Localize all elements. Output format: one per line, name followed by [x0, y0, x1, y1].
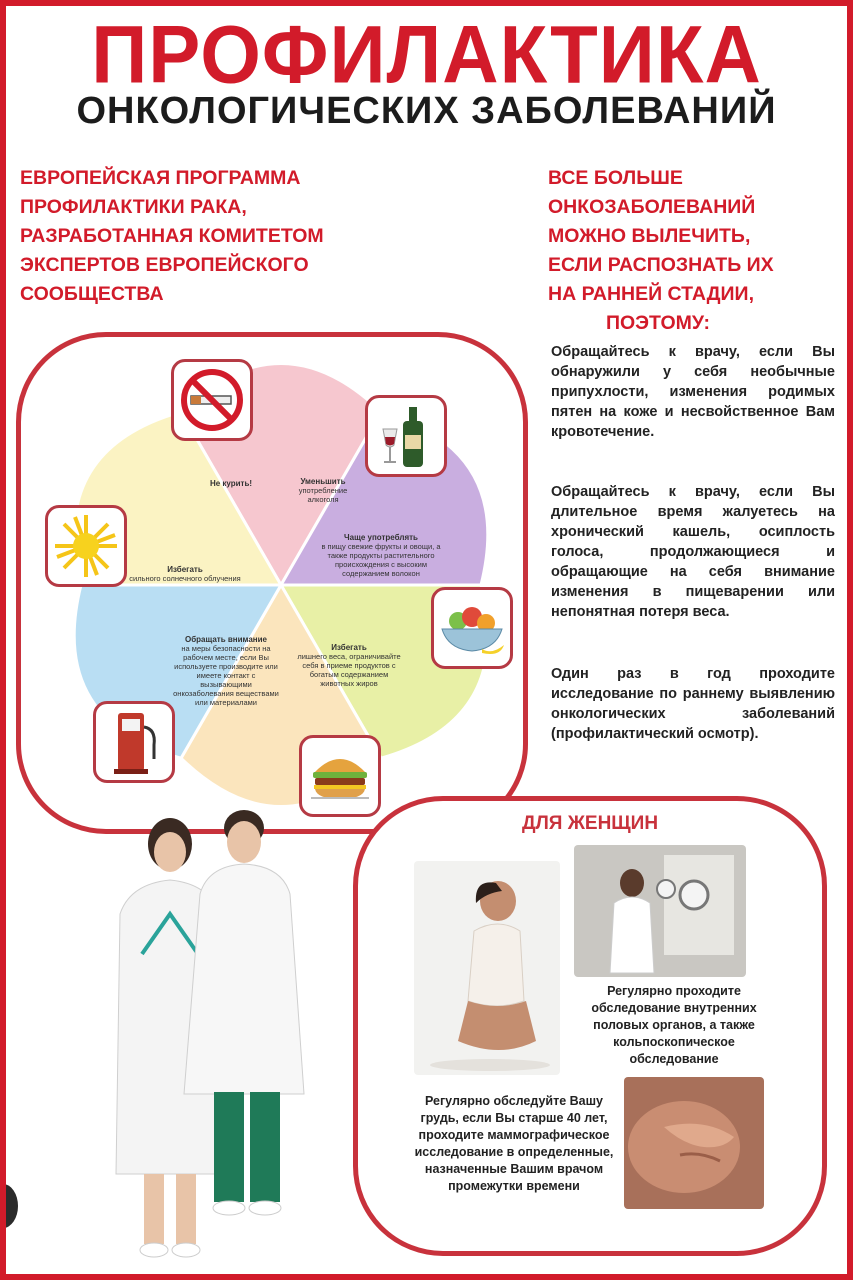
- advice-paragraph-2: Обращайтесь к врачу, если Вы длительное время жалуетесь на хронический кашель, осиплость голоса, продолжающиеся и обращающие на себя внимание изменения в пищеварении или непонятная потеря веса.: [551, 484, 835, 620]
- wheel-label-title: Уменьшить: [300, 477, 346, 486]
- intro-right-line: ЕСЛИ РАСПОЗНАТЬ ИХ: [548, 254, 774, 276]
- intro-left-line: РАЗРАБОТАННАЯ КОМИТЕТОМ: [20, 225, 324, 247]
- wheel-label-text: сильного солнечного облучения: [129, 574, 241, 583]
- wheel-label-title: Избегать: [167, 565, 203, 574]
- intro-right-line: МОЖНО ВЫЛЕЧИТЬ,: [548, 225, 751, 247]
- wine-bottle-icon: [365, 395, 447, 477]
- intro-right: [548, 164, 838, 338]
- wheel-label-title: Избегать: [331, 643, 367, 652]
- woman-kneeling-photo: [414, 861, 560, 1075]
- doctors-illustration: [102, 804, 342, 1274]
- wheel-label-text: на меры безопасности на рабочем месте, если Вы используете производите или имеете контакт с вызывающими онкозаболевания веществами или материалами: [173, 644, 279, 707]
- breast-self-exam-photo: [624, 1077, 764, 1209]
- intro-left-line: СООБЩЕСТВА: [20, 283, 164, 305]
- wheel-label-sun: [125, 565, 245, 583]
- for-women-text-2: Регулярно обследуйте Вашу грудь, если Вы старше 40 лет, проходите маммографическое исследование в определенные, назначенные Вашим врачом промежутки времени: [414, 1094, 614, 1193]
- advice-paragraph-3: Один раз в год проходите исследование по раннему выявлению онкологических заболеваний (профилактический осмотр).: [551, 666, 835, 742]
- intro-right-line: ОНКОЗАБОЛЕВАНИЙ: [548, 196, 756, 218]
- intro-right-line: НА РАННЕЙ СТАДИИ,: [548, 283, 754, 305]
- wheel-label-alcohol: [283, 477, 363, 504]
- wheel-label-workplace: [171, 635, 281, 707]
- wheel-label-title: Не курить!: [209, 479, 253, 488]
- wheel-label-weight: [293, 643, 405, 688]
- intro-right-line: ВСЕ БОЛЬШЕ: [548, 167, 683, 189]
- wheel-label-text: лишнего веса, ограничивайте себя в приеме продуктов с богатым содержанием животных жиров: [297, 652, 401, 688]
- poster-title: ПРОФИЛАКТИКА: [91, 7, 762, 101]
- wheel-label-title: Обращать внимание: [185, 635, 267, 644]
- intro-left-line: ПРОФИЛАКТИКИ РАКА,: [20, 196, 247, 218]
- intro-right-sub: ПОЭТОМУ:: [605, 312, 711, 334]
- wheel-label-text: в пищу свежие фрукты и овощи, а также продукты растительного происхождения с высоким содержанием волокон: [321, 542, 441, 578]
- no-smoking-icon: [171, 359, 253, 441]
- advice-paragraph-1: Обращайтесь к врачу, если Вы обнаружили у себя необычные припухлости, изменения родимых пятен на коже и несвойственное Вам кровотечение.: [551, 344, 835, 440]
- intro-left: [20, 164, 420, 309]
- prevention-wheel-frame: [16, 332, 528, 834]
- wheel-label-title: Чаще употреблять: [344, 533, 418, 542]
- wheel-label-smoking: [186, 479, 276, 488]
- intro-left-line: ЭКСПЕРТОВ ЕВРОПЕЙСКОГО: [20, 254, 309, 276]
- fruit-bowl-icon: [431, 587, 513, 669]
- for-women-text-1: Регулярно проходите обследование внутренних половых органов, а также кольпоскопическое обследование: [591, 984, 757, 1066]
- wheel-label-fruits: [321, 533, 441, 578]
- for-women-title: ДЛЯ ЖЕНЩИН: [521, 813, 659, 834]
- scroll-handle[interactable]: [0, 1184, 18, 1228]
- wheel-label-text: употребление алкоголя: [298, 486, 348, 504]
- fuel-pump-icon: [93, 701, 175, 783]
- poster-subtitle: ОНКОЛОГИЧЕСКИХ ЗАБОЛЕВАНИЙ: [76, 90, 777, 132]
- for-women-frame: [353, 796, 827, 1256]
- intro-left-line: ЕВРОПЕЙСКАЯ ПРОГРАММА: [20, 167, 301, 189]
- sun-icon: [45, 505, 127, 587]
- gynecology-exam-photo: [574, 845, 746, 977]
